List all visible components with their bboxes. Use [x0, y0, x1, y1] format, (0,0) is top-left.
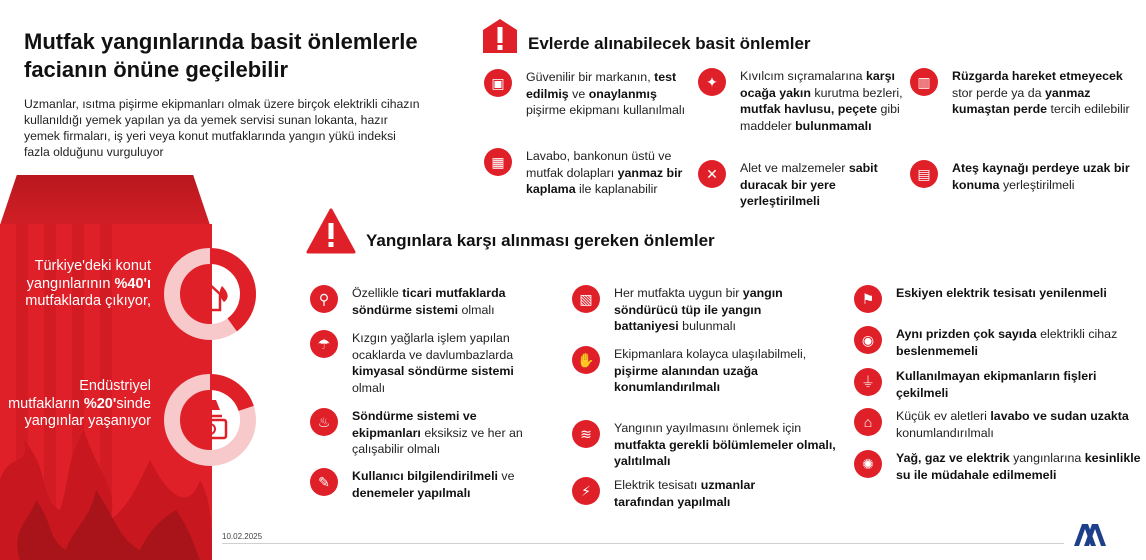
hand-extinguisher-icon: ✋: [572, 346, 600, 374]
curtain-icon: ▥: [910, 68, 938, 96]
list-item: [572, 477, 814, 510]
item-text: Eskiyen elektrik tesisatı yenilenmeli: [896, 286, 1107, 300]
item-text: Güvenilir bir markanın, test edilmiş ve onaylanmış pişirme ekipmanı kullanılmalı: [526, 70, 686, 117]
aa-logo: [1072, 520, 1106, 548]
item-text: Her mutfakta uygun bir yangın söndürücü tüp ile yangın battaniyesi bulunmalı: [614, 286, 783, 333]
list-item: [310, 330, 542, 396]
cabinet-icon: ▦: [484, 148, 512, 176]
item-text: Özellikle ticari mutfaklarda söndürme sistemi olmalı: [352, 286, 506, 317]
list-item: [854, 450, 1146, 483]
list-item: [854, 285, 1126, 313]
list-item: [484, 69, 686, 119]
socket-icon: ◉: [854, 326, 882, 354]
section-fire-heading: Yangınlara karşı alınması gereken önlemler: [366, 231, 715, 250]
item-text: Kullanılmayan ekipmanların fişleri çekilmeli: [896, 369, 1097, 400]
list-item: [854, 326, 1146, 359]
plug-icon: ⏚: [854, 368, 882, 396]
oil-fire-icon: ✺: [854, 450, 882, 478]
item-text: Aynı prizden çok sayıda elektrikli cihaz beslenmemeli: [896, 327, 1118, 358]
list-item: [698, 68, 910, 134]
item-text: Kıvılcım sıçramalarına karşı ocağa yakın kurutma bezleri, mutfak havlusu, peçete gibi maddeler bulunmamalı: [740, 69, 903, 133]
fire-system-icon: ♨: [310, 408, 338, 436]
list-item: [310, 468, 542, 501]
insulation-icon: ≋: [572, 420, 600, 448]
item-text: Lavabo, bankonun üstü ve mutfak dolapları yanmaz bir kaplama ile kaplanabilir: [526, 149, 683, 196]
item-text: Alet ve malzemeler sabit duracak bir yere yerleştirilmeli: [740, 161, 878, 208]
page-subtitle: Uzmanlar, ısıtma pişirme ekipmanları olmak üzere birçok elektrikli cihazın kullanıldığı yemek yapılan ya da yemek servisi sunan lokanta, hazır yemek firmaları, iş yeri veya konut mutfaklarında yangın yükü indeksi fazla olduğunu vurguluyor: [24, 97, 420, 159]
list-item: [310, 408, 542, 458]
list-item: [484, 148, 686, 198]
list-item: [572, 285, 824, 335]
towel-icon: ✦: [698, 68, 726, 96]
item-text: Söndürme sistemi ve ekipmanları eksiksiz ve her an çalışabilir olmalı: [352, 409, 523, 456]
extinguisher-icon: ⚲: [310, 285, 338, 313]
footer-divider: [222, 543, 1064, 544]
fireplace-icon: ▤: [910, 160, 938, 188]
sprinkler-icon: ☂: [310, 330, 338, 358]
item-text: Ateş kaynağı perdeye uzak bir konuma yerleştirilmeli: [952, 161, 1130, 192]
donut-industrial: [160, 370, 260, 470]
utensils-icon: ✕: [698, 160, 726, 188]
donut-residential: [160, 244, 260, 344]
appliance-icon: ⌂: [854, 408, 882, 436]
item-text: Kullanıcı bilgilendirilmeli ve denemeler yapılmalı: [352, 469, 515, 500]
list-item: [910, 160, 1142, 193]
stat-residential: Türkiye'deki konut yangınlarının %40'ı mutfaklarda çıkıyor,: [25, 258, 151, 309]
list-item: [572, 420, 854, 470]
list-item: [854, 368, 1126, 401]
kitchen-hood-icon: [194, 400, 226, 438]
list-item: [572, 346, 814, 396]
warning-triangle-icon: [306, 208, 356, 254]
item-text: Rüzgarda hareket etmeyecek stor perde ya da yanmaz kumaştan perde tercih edilebilir: [952, 69, 1130, 116]
item-text: Ekipmanlara kolayca ulaşılabilmeli, pişirme alanından uzağa konumlandırılmalı: [614, 347, 807, 394]
item-text: Küçük ev aletleri lavabo ve sudan uzakta konumlandırılmalı: [896, 409, 1129, 440]
fire-blanket-icon: ▧: [572, 285, 600, 313]
page-title: Mutfak yangınlarında basit önlemlerle facianın önüne geçilebilir: [24, 29, 418, 82]
item-text: Kızgın yağlarla işlem yapılan ocaklarda ve davlumbazlarda kimyasal söndürme sistemi olmalı: [352, 331, 514, 395]
item-text: Yağ, gaz ve elektrik yangınlarına kesinlikle su ile müdahale edilmemeli: [896, 451, 1141, 482]
list-item: [698, 160, 910, 210]
house-roof: [0, 175, 210, 225]
stove-icon: ▣: [484, 69, 512, 97]
section-home-heading: Evlerde alınabilecek basit önlemler: [528, 34, 811, 53]
publish-date: 10.02.2025: [222, 532, 263, 541]
house-fire-icon: [196, 283, 228, 310]
list-item: [910, 68, 1142, 118]
list-item: [310, 285, 542, 318]
item-text: Yangının yayılmasını önlemek için mutfakta gerekli bölümlemeler olmalı, yalıtılmalı: [614, 421, 836, 468]
item-text: Elektrik tesisatı uzmanlar tarafından yapılmalı: [614, 478, 756, 509]
electric-pole-icon: ⚑: [854, 285, 882, 313]
training-icon: ✎: [310, 468, 338, 496]
list-item: [854, 408, 1146, 441]
stat-industrial: Endüstriyel mutfakların %20'sinde yangınlar yaşanıyor: [8, 378, 151, 429]
alert-house-icon: [482, 18, 518, 54]
electric-warning-icon: ⚡: [572, 477, 600, 505]
